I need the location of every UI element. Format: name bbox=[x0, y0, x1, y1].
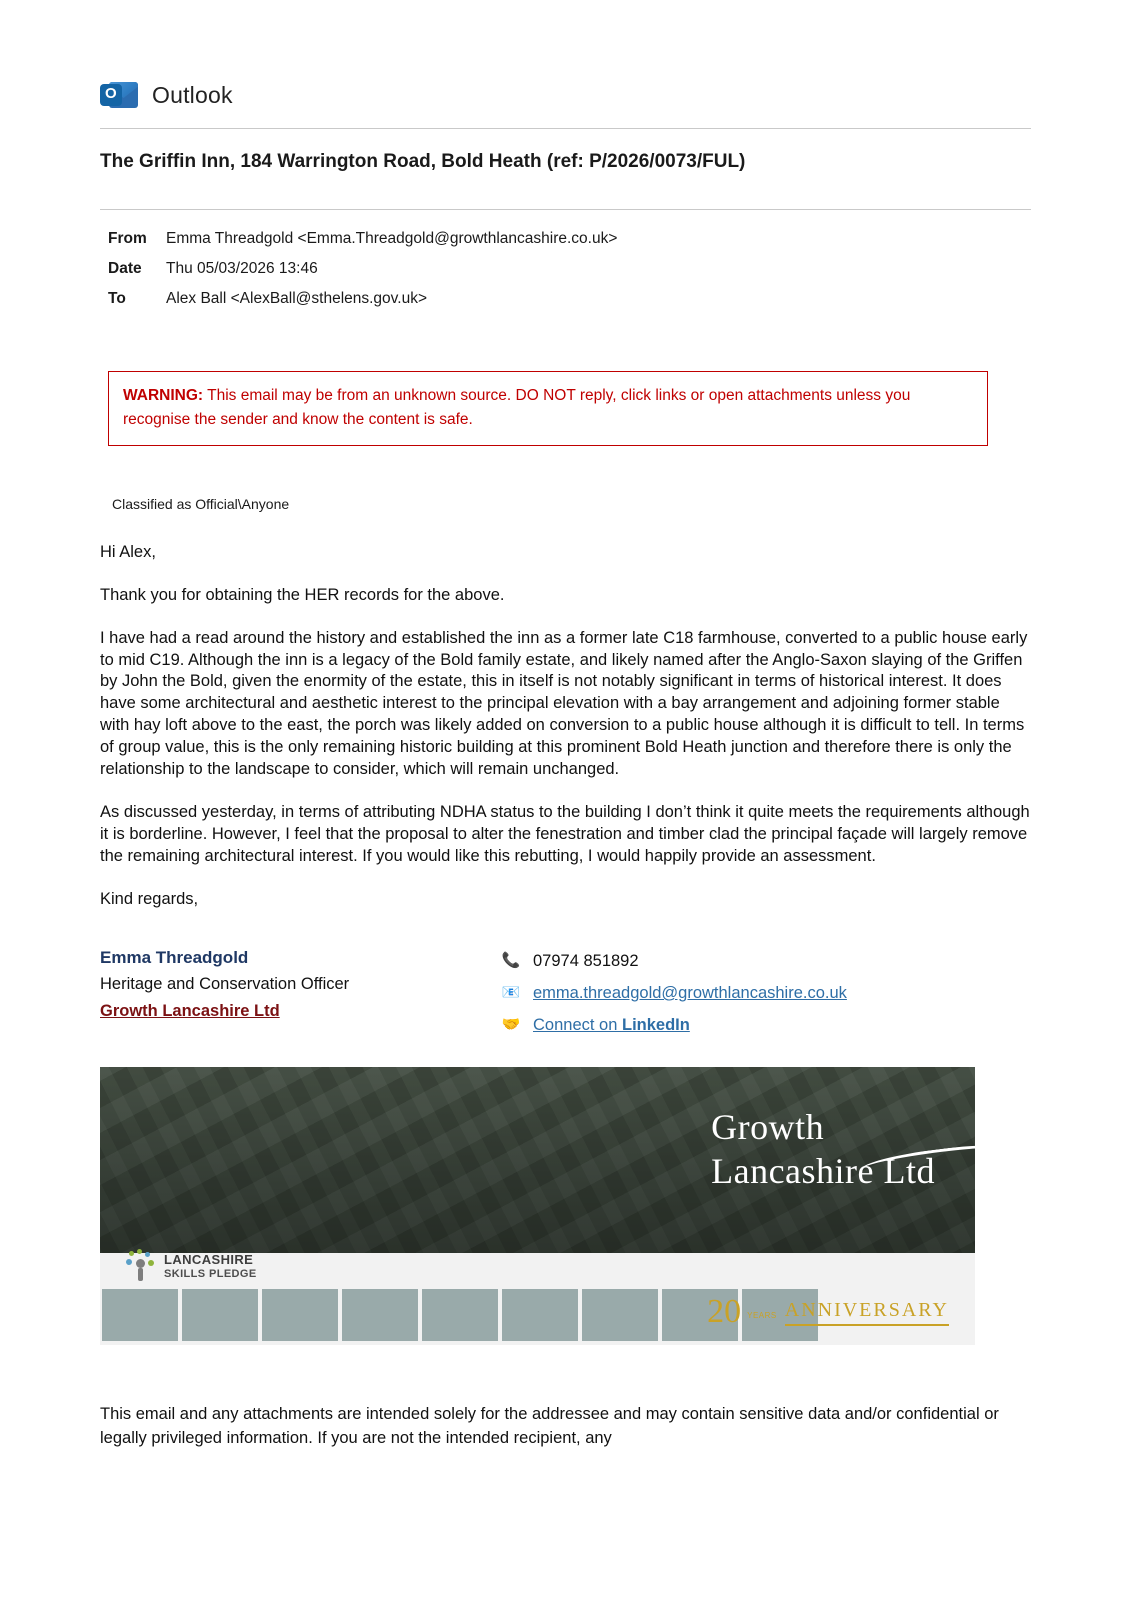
signature-email-link[interactable]: emma.threadgold@growthlancashire.co.uk bbox=[533, 983, 847, 1002]
banner-brand-line-1: Growth bbox=[711, 1107, 825, 1148]
warning-prefix: WARNING: bbox=[123, 386, 204, 404]
body-signoff: Kind regards, bbox=[100, 889, 199, 908]
from-value[interactable]: Emma Threadgold <Emma.Threadgold@growthlancashire.co.uk> bbox=[166, 230, 618, 247]
signature-role: Heritage and Conservation Officer bbox=[100, 975, 350, 994]
anniversary-years-label: YEARS bbox=[747, 1311, 777, 1321]
to-value[interactable]: Alex Ball <AlexBall@sthelens.gov.uk> bbox=[166, 290, 428, 308]
signature-phone: 07974 851892 bbox=[533, 951, 639, 970]
thumbnail-image bbox=[422, 1289, 498, 1341]
skills-pledge-text bbox=[164, 1253, 257, 1281]
phone-icon: 📞 bbox=[501, 952, 521, 970]
anniversary-badge bbox=[707, 1293, 949, 1331]
banner-brand-logo bbox=[711, 1107, 935, 1192]
linkedin-label: LinkedIn bbox=[621, 1015, 690, 1034]
anniversary-number: 20 bbox=[707, 1293, 742, 1331]
outlook-icon bbox=[100, 80, 138, 110]
thumbnail-image bbox=[262, 1289, 338, 1341]
email-signature bbox=[100, 945, 1031, 1043]
lancashire-skills-pledge-logo bbox=[126, 1251, 257, 1283]
signature-linkedin-link[interactable] bbox=[533, 1011, 690, 1039]
phishing-warning-banner bbox=[108, 371, 988, 446]
banner-brand-line-2: Lancashire Ltd bbox=[711, 1151, 935, 1192]
signature-linkedin-row bbox=[500, 1011, 847, 1039]
thumbnail-image bbox=[182, 1289, 258, 1341]
anniversary-word: ANNIVERSARY bbox=[785, 1299, 949, 1326]
body-greeting: Hi Alex, bbox=[100, 542, 156, 561]
from-label: From bbox=[108, 230, 147, 247]
date-value: Thu 05/03/2026 13:46 bbox=[166, 260, 318, 278]
signature-phone-row bbox=[500, 947, 847, 975]
app-header bbox=[100, 0, 1031, 110]
email-subject: The Griffin Inn, 184 Warrington Road, Bold Heath (ref: P/2026/0073/FUL) bbox=[100, 151, 746, 172]
signature-contacts bbox=[500, 945, 847, 1043]
thumbnail-image bbox=[502, 1289, 578, 1341]
date-label: Date bbox=[108, 260, 142, 278]
handshake-icon: 🤝 bbox=[501, 1016, 521, 1034]
app-title: Outlook bbox=[152, 81, 233, 108]
pledge-line-2: SKILLS PLEDGE bbox=[164, 1268, 257, 1281]
meta-row-date bbox=[108, 254, 1031, 284]
warning-text: This email may be from an unknown source. DO NOT reply, click links or open attachments unless you recognise the sender and know the content is safe. bbox=[123, 386, 911, 428]
skills-pledge-icon bbox=[126, 1251, 156, 1283]
thumbnail-image bbox=[102, 1289, 178, 1341]
body-paragraph-3: As discussed yesterday, in terms of attributing NDHA status to the building I don’t think it quite meets the requirements although it is borderline. However, I feel that the proposal to alter the fenestration and timber clad the principal façade will largely remove the remaining architectural interest. If you would like this rebutting, I would happily provide an assessment. bbox=[100, 803, 1030, 865]
thumbnail-image bbox=[342, 1289, 418, 1341]
email-meta bbox=[100, 210, 1031, 315]
email-body bbox=[100, 542, 1031, 911]
email-icon: 📧 bbox=[501, 984, 521, 1002]
classification-label: Classified as Official\Anyone bbox=[112, 495, 290, 512]
pledge-line-1: LANCASHIRE bbox=[164, 1252, 254, 1268]
meta-row-from bbox=[108, 224, 1031, 254]
signature-identity bbox=[100, 945, 500, 1043]
email-disclaimer: This email and any attachments are intended solely for the addressee and may contain sensitive data and/or confidential or legally privileged information. If you are not the intended recipient, any bbox=[100, 1405, 999, 1447]
body-paragraph-1: Thank you for obtaining the HER records for the above. bbox=[100, 585, 505, 604]
signature-banner-image bbox=[100, 1067, 975, 1345]
meta-row-to bbox=[108, 284, 1031, 314]
signature-name: Emma Threadgold bbox=[100, 947, 249, 967]
body-paragraph-2: I have had a read around the history and established the inn as a former late C18 farmhouse, converted to a public house early to mid C19. Although the inn is a legacy of the Bold family estate, and likely named after the Anglo-Saxon slaying of the Griffen by John the Bold, given the enormity of the estate, this in itself is not notably significant in terms of historical interest. It does have some architectural and aesthetic interest to the principal elevation with a bay arrangement and adjoining former stable with hay loft above to the east, the porch was likely added on conversion to a public house although it is difficult to tell. In terms of group value, this is the only remaining historic building at this prominent Bold Heath junction and therefore there is only the relationship to the landscape to consider, which will remain unchanged. bbox=[100, 628, 1028, 779]
linkedin-prefix: Connect on bbox=[533, 1015, 622, 1034]
thumbnail-image bbox=[582, 1289, 658, 1341]
signature-email-row bbox=[500, 979, 847, 1007]
signature-company-link[interactable]: Growth Lancashire Ltd bbox=[100, 1001, 280, 1020]
to-label: To bbox=[108, 290, 126, 308]
